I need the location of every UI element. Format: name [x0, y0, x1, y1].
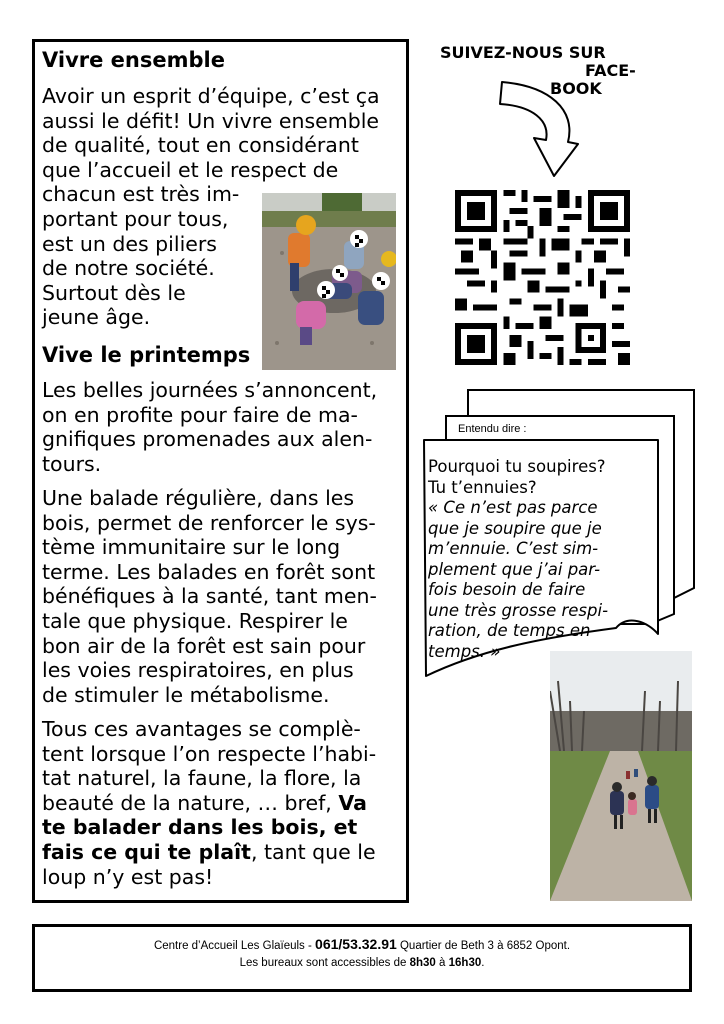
text-line: Avoir un esprit d’équipe, c’est ça	[42, 84, 380, 108]
facebook-heading-line: SUIVEZ-NOUS SUR	[440, 43, 606, 62]
text-normal: beauté de la nature, … bref,	[42, 790, 339, 815]
text-line: Surtout dès le	[42, 280, 186, 305]
footer-hours-start: 8h30	[409, 957, 436, 969]
text-line: tent lorsque l’on respecte l’habi-	[42, 741, 377, 766]
text-line	[42, 791, 367, 816]
text-line: loup n’y est pas!	[42, 864, 214, 889]
quote-line: une très grosse respi-	[428, 600, 609, 620]
footer-box	[32, 924, 692, 992]
text-line: de notre société.	[42, 256, 215, 281]
footer-org: Centre d’Accueil Les Glaïeuls -	[153, 940, 316, 952]
heading-vive-le-printemps: Vive le printemps	[42, 343, 251, 367]
text-line: bénéfiques à la santé, tant men-	[42, 584, 377, 609]
text-bold: fais ce qui te plaît	[42, 840, 251, 864]
text-line: Tous ces avantages se complè-	[42, 717, 361, 741]
text-line	[42, 815, 357, 840]
forest-walk-photo	[550, 651, 692, 901]
text-line: portant pour tous,	[42, 207, 229, 231]
text-bold: Va	[338, 790, 367, 815]
text-line: jeune âge.	[42, 305, 151, 330]
children-playground-photo	[262, 193, 396, 370]
footer-address: Quartier de Beth 3 à 6852 Opont.	[396, 940, 571, 952]
heading-vivre-ensemble: Vivre ensemble	[42, 48, 225, 72]
text-line: gnifiques promenades aux alen-	[42, 427, 373, 452]
quote-line: ration, de temps en	[428, 621, 591, 640]
quote-line: que je soupire que je	[428, 518, 602, 538]
text-line: Une balade régulière, dans les	[42, 486, 355, 510]
text-line: de stimuler le métabolisme.	[42, 682, 330, 707]
text-line: Les belles journées s’annoncent,	[42, 378, 378, 402]
footer-contact-line	[35, 935, 689, 955]
footer-hours-prefix: Les bureaux sont accessibles de	[239, 957, 410, 969]
text-line: de qualité, tout en considérant	[42, 133, 359, 158]
text-line: tale que physique. Respirer le	[42, 609, 348, 633]
text-bold: te balader dans les bois, et	[42, 815, 358, 840]
text-line: chacun est très im-	[42, 182, 240, 207]
text-line: tème immunitaire sur le long	[42, 535, 341, 560]
text-line: bon air de la forêt est sain pour	[42, 633, 366, 658]
text-line: terme. Les balades en forêt sont	[42, 559, 376, 584]
quote-label: Entendu dire :	[458, 423, 527, 435]
quote-line: Pourquoi tu soupires?	[428, 457, 606, 476]
text-line: on en profite pour faire de ma-	[42, 402, 358, 427]
quote-line: fois besoin de faire	[428, 580, 586, 599]
text-line: tat naturel, la faune, la flore, la	[42, 766, 362, 791]
facebook-heading-line: BOOK	[550, 79, 602, 98]
text-line: aussi le défit! Un vivre ensemble	[42, 108, 380, 133]
text-line: tours.	[42, 451, 102, 476]
footer-hours-end: 16h30	[448, 957, 482, 969]
text-normal: , tant que le	[250, 840, 376, 864]
text-line: est un des piliers	[42, 231, 217, 256]
text-line: bois, permet de renforcer le sys-	[42, 510, 376, 535]
quote-line: plement que j’ai par-	[428, 559, 601, 579]
quote-line: « Ce n’est pas parce	[428, 498, 598, 517]
text-line	[42, 840, 376, 865]
quote-line: m’ennuie. C’est sim-	[428, 539, 599, 558]
curved-arrow-icon	[470, 80, 580, 190]
text-line: les voies respiratoires, en plus	[42, 658, 354, 683]
footer-hours-line	[35, 955, 689, 971]
quote-line: Tu t’ennuies?	[428, 477, 537, 497]
footer-phone: 061/53.32.91	[315, 936, 397, 952]
text-line: que l’accueil et le respect de	[42, 157, 339, 182]
footer-hours-mid: à	[435, 957, 449, 969]
footer-hours-suffix: .	[481, 957, 485, 969]
article-box	[32, 39, 409, 903]
facebook-qr-code[interactable]	[455, 190, 630, 365]
quote-line: temps. »	[428, 641, 501, 661]
facebook-heading-line: FACE-	[585, 61, 636, 80]
